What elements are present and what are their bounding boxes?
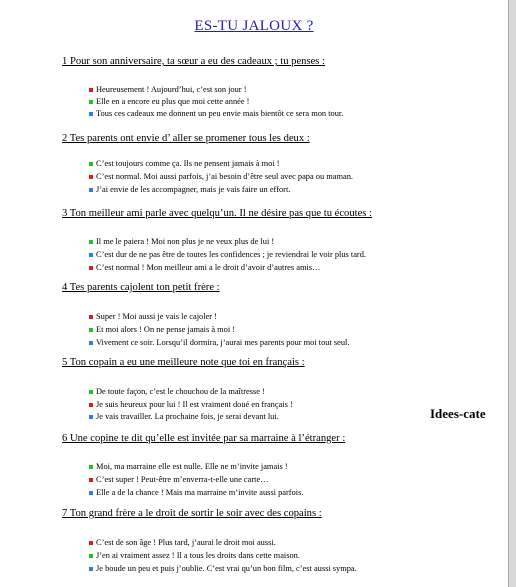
bullet-icon	[89, 188, 93, 192]
bullet-icon	[89, 491, 93, 495]
bullet-icon	[89, 175, 93, 179]
answer-7a: C’est de son âge ! Plus tard, j’aurai le droit moi aussi.	[96, 538, 276, 547]
answer-7c: Je boude un peu et puis j’oublie. C’est vrai qu’un bon film, c’est aussi sympa.	[96, 564, 357, 573]
answer-7b: J’en ai vraiment assez ! Il a tous les droits dans cette maison.	[96, 551, 300, 560]
answer-1a: Heureusement ! Aujourd’hui, c’est son jour !	[96, 85, 247, 94]
question-6: 6 Une copine te dit qu’elle est invitée par sa marraine à l’étranger :	[62, 433, 346, 444]
bullet-icon	[89, 403, 93, 407]
answer-6b: C’est super ! Peut-être m’enverra-t-elle une carte…	[96, 475, 269, 484]
answer-5a: De toute façon, c’est le chouchou de la maîtresse !	[96, 387, 265, 396]
bullet-icon	[89, 465, 93, 469]
page-title: ES-TU JALOUX ?	[194, 18, 314, 34]
bullet-icon	[89, 567, 93, 571]
answer-3a: Il me le paiera ! Moi non plus je ne veux plus de lui !	[96, 237, 275, 246]
question-2: 2 Tes parents ont envie d’ aller se promener tous les deux :	[62, 133, 310, 144]
bullet-icon	[89, 112, 93, 116]
watermark-label: Idees-cate	[430, 406, 486, 421]
answer-2c: J’ai envie de les accompagner, mais je vais faire un effort.	[96, 185, 291, 194]
bullet-icon	[89, 266, 93, 270]
bullet-icon	[89, 240, 93, 244]
question-7: 7 Ton grand frère a le droit de sortir le soir avec des copains :	[62, 508, 322, 519]
answer-3c: C’est normal ! Mon meilleur ami a le droit d’avoir d’autres amis…	[96, 263, 321, 272]
bullet-icon	[89, 328, 93, 332]
bullet-icon	[89, 390, 93, 394]
question-1: 1 Pour son anniversaire, ta sœur a eu des cadeaux ; tu penses :	[62, 56, 326, 67]
answer-5b: Je suis heureux pour lui ! Il est vraiment doué en français !	[96, 400, 293, 409]
answer-1b: Elle en a encore eu plus que moi cette année !	[96, 97, 250, 106]
bullet-icon	[89, 162, 93, 166]
bullet-icon	[89, 315, 93, 319]
answer-4b: Et moi alors ! On ne pense jamais à moi !	[96, 325, 236, 334]
bullet-icon	[89, 478, 93, 482]
page-edge-shadow	[508, 0, 516, 587]
answer-6a: Moi, ma marraine elle est nulle. Elle ne m’invite jamais !	[96, 462, 288, 471]
answer-1c: Tous ces cadeaux me donnent un peu envie mais bientôt ce sera mon tour.	[96, 109, 344, 118]
answer-2b: C’est normal. Moi aussi parfois, j’ai besoin d’être seul avec papa ou maman.	[96, 172, 353, 181]
answer-6c: Elle a de la chance ! Mais ma marraine m’invite aussi parfois.	[96, 488, 304, 497]
answer-4c: Vivement ce soir. Lorsqu’il dormira, j’aurai mes parents pour moi tout seul.	[96, 338, 350, 347]
bullet-icon	[89, 100, 93, 104]
answer-3b: C’est dur de ne pas être de toutes les confidences ; je reviendrai le voir plus tard.	[96, 250, 366, 259]
question-5: 5 Ton copain a eu une meilleure note que toi en français :	[62, 357, 305, 368]
answer-4a: Super ! Moi aussi je vais le cajoler !	[96, 312, 217, 321]
bullet-icon	[89, 88, 93, 92]
question-4: 4 Tes parents cajolent ton petit frère :	[62, 282, 220, 293]
bullet-icon	[89, 541, 93, 545]
answer-5c: Je vais travailler. La prochaine fois, je serai devant lui.	[96, 412, 279, 421]
bullet-icon	[89, 341, 93, 345]
bullet-icon	[89, 415, 93, 419]
bullet-icon	[89, 253, 93, 257]
question-3: 3 Ton meilleur ami parle avec quelqu’un. Il ne désire pas que tu écoutes :	[62, 208, 373, 219]
bullet-icon	[89, 554, 93, 558]
answer-2a: C’est toujours comme ça. Ils ne pensent jamais à moi !	[96, 159, 280, 168]
